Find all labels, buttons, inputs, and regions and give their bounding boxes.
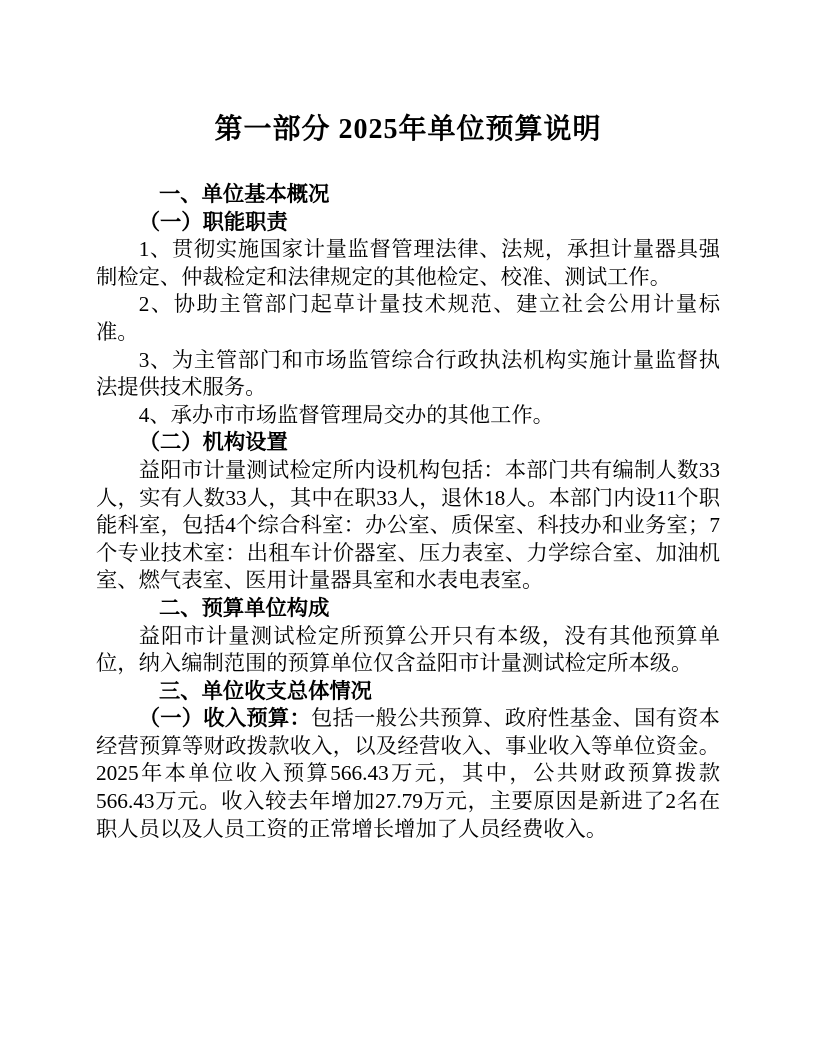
subsection-heading-organization-setup: （二）机构设置 xyxy=(138,430,288,455)
document-title: 第一部分 2025年单位预算说明 xyxy=(214,114,602,145)
section-heading-income-expense-overview: 三、单位收支总体情况 xyxy=(159,678,372,703)
paragraph-duty-1: 1、贯彻实施国家计量监督管理法律、法规，承担计量器具强制检定、仲裁检定和法律规定的其他检定、校准、测试工作。 xyxy=(96,237,720,289)
subsection-heading-functions-duties: （一）职能职责 xyxy=(138,209,288,234)
paragraph-income-budget-text: 包括一般公共预算、政府性基金、国有资本经营预算等财政拨款收入，以及经营收入、事业收入等单位资金。2025年本单位收入预算566.43万元，其中，公共财政预算拨款566.43万元。收入较去年增加27.79万元，主要原因是新进了2名在职人员以及人员工资的正常增长增加了人员经费收入。 xyxy=(96,706,720,841)
paragraph-income-budget xyxy=(96,705,720,843)
paragraph-income-budget-lead: （一）收入预算： xyxy=(138,706,311,731)
paragraph-duty-3: 3、为主管部门和市场监管综合行政执法机构实施计量监督执法提供技术服务。 xyxy=(96,347,720,400)
document-body xyxy=(96,181,720,843)
paragraph-budget-unit-detail: 益阳市计量测试检定所预算公开只有本级，没有其他预算单位，纳入编制范围的预算单位仅含益阳市计量测试检定所本级。 xyxy=(96,623,720,676)
section-heading-budget-unit-composition: 二、预算单位构成 xyxy=(159,595,330,620)
section-heading-basic-overview: 一、单位基本概况 xyxy=(159,182,330,206)
paragraph-duty-4: 4、承办市市场监督管理局交办的其他工作。 xyxy=(138,402,554,427)
paragraph-organization-detail: 益阳市计量测试检定所内设机构包括：本部门共有编制人数33人，实有人数33人，其中在职33人，退休18人。本部门内设11个职能科室，包括4个综合科室：办公室、质保室、科技办和业务室；7个专业技术室：出租车计价器室、压力表室、力学综合室、加油机室、燃气表室、医用计量器具室和水表电表室。 xyxy=(96,457,720,593)
paragraph-duty-2: 2、协助主管部门起草计量技术规范、建立社会公用计量标准。 xyxy=(96,292,720,344)
